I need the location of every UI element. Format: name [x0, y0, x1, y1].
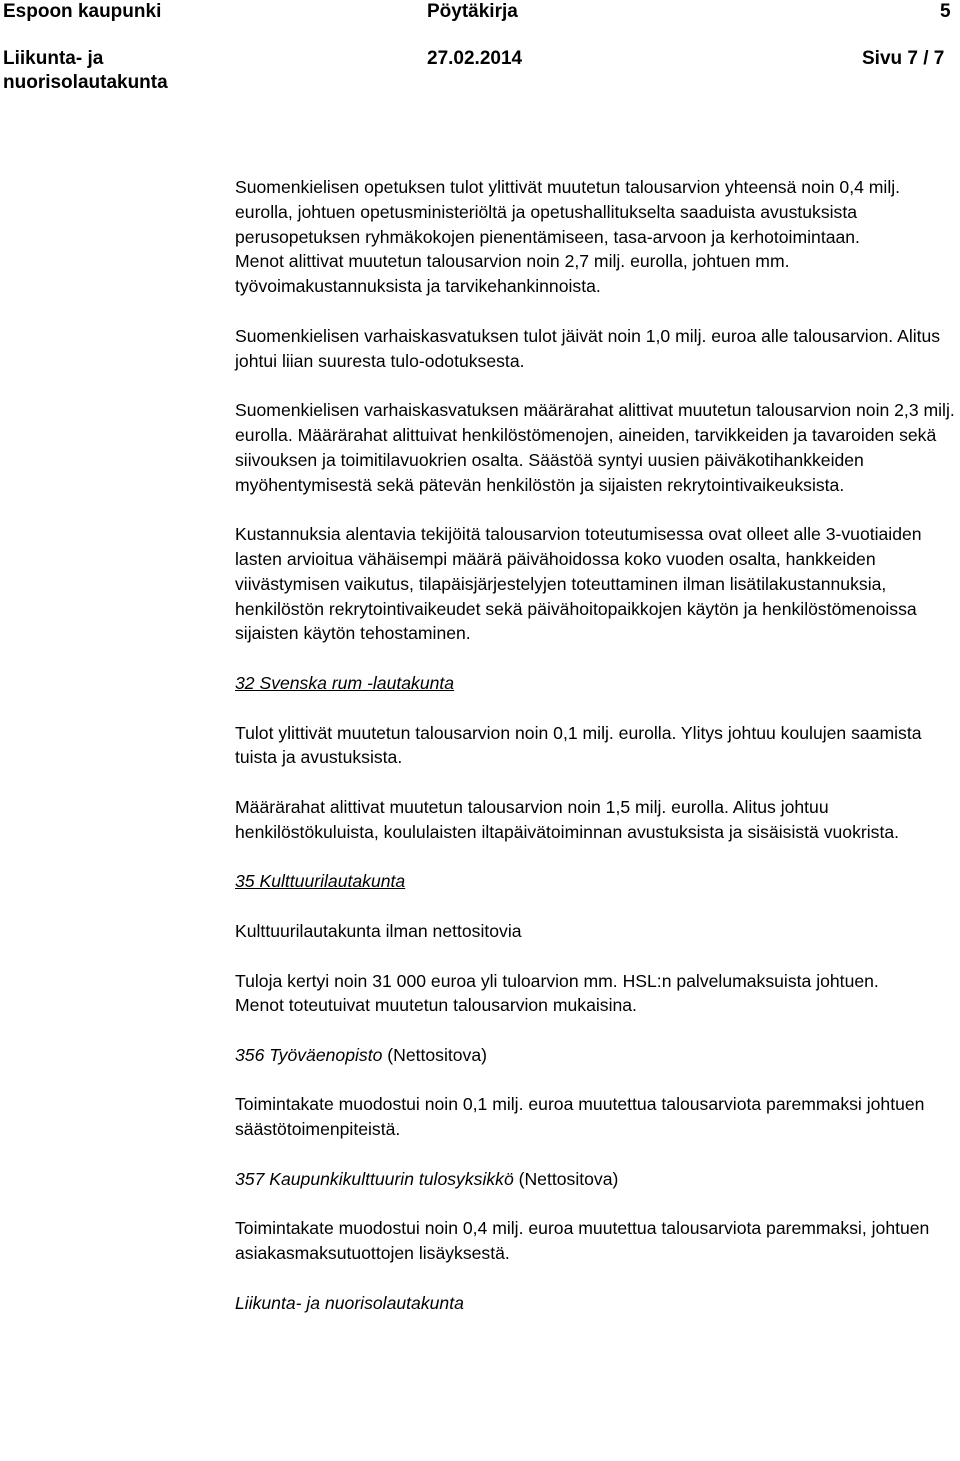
paragraph-opetus-tulot: Suomenkielisen opetuksen tulot ylittivät muutetun talousarvion yhteensä noin 0,4 milj. eurolla, johtuen opetusministeriöltä ja opetushallitukselta saaduista avustuksista perusopetuksen ryhmäkokojen pienentämiseen, tasa-arvoon ja kerhotoimintaan. [235, 177, 901, 247]
header-section-number: 5 [940, 1, 951, 22]
heading-tyovaenopisto-title: 356 Työväenopisto [235, 1044, 383, 1065]
heading-kaupunkikulttuuri [235, 1167, 955, 1192]
heading-kulttuurilautakunta: 35 Kulttuurilautakunta [235, 871, 406, 892]
paragraph-kulttuuri-menot: Menot toteutuivat muutetun talousarvion mukaisina. [235, 995, 637, 1016]
paragraph-kustannukset: Kustannuksia alentavia tekijöitä talousarvion toteutumisessa ovat olleet alle 3-vuotiaiden lasten arvioitua vähäisempi määrä päivähoidossa koko vuoden osalta, hankkeiden viivästymisen vaikutus, tilapäisjärjestelyjen toteuttaminen ilman lisätilakustannuksia, henkilöstön rekrytointivaikeudet sekä päivähoitopaikkojen käytön ja henkilöstömenoissa sijaisten käytön tehostaminen. [235, 524, 922, 644]
paragraph-svenska-maararahat: Määrärahat alittivat muutetun talousarvion noin 1,5 milj. eurolla. Alitus johtuu henkilöstökuluista, koululaisten iltapäivätoiminnan avustuksista ja sisäisistä vuokrista. [235, 796, 900, 842]
paragraph-kulttuuri-tulot: Tuloja kertyi noin 31 000 euroa yli tuloarvion mm. HSL:n palvelumaksuista johtuen. [235, 970, 879, 991]
heading-tyovaenopisto-suffix: (Nettositova) [382, 1044, 487, 1065]
header-document-type: Pöytäkirja [427, 1, 518, 22]
header-page-number: Sivu 7 / 7 [862, 48, 945, 69]
footer-committee-title: Liikunta- ja nuorisolautakunta [235, 1292, 464, 1313]
paragraph-tyovaenopisto-toimintakate: Toimintakate muodostui noin 0,1 milj. euroa muutettua talousarviota paremmaksi johtuen säästötoimenpiteistä. [235, 1094, 925, 1140]
heading-kaupunkikulttuuri-suffix: (Nettositova) [513, 1168, 619, 1189]
header-date: 27.02.2014 [427, 48, 523, 69]
heading-svenska-rum: 32 Svenska rum -lautakunta [235, 672, 455, 693]
header-organization: Espoon kaupunki [3, 1, 162, 22]
paragraph-varhaiskasvatus-maararahat: Suomenkielisen varhaiskasvatuksen määrärahat alittivat muutetun talousarvion noin 2,3 milj. eurolla. Määrärahat alittuivat henkilöstömenojen, aineiden, tarvikkeiden ja tavaroiden sekä siivouksen ja toimitilavuokrien osalta. Säästöä syntyi uusien päiväkotihankkeiden myöhentymisestä sekä pätevän henkilöstön ja sijaisten rekrytointivaikeuksista. [235, 400, 955, 495]
header-committee: Liikunta- ja nuorisolautakunta [3, 48, 168, 93]
paragraph-svenska-tulot: Tulot ylittivät muutetun talousarvion noin 0,1 milj. eurolla. Ylitys johtuu koulujen saamista tuista ja avustuksista. [235, 722, 922, 768]
paragraph-varhaiskasvatus-tulot: Suomenkielisen varhaiskasvatuksen tulot jäivät noin 1,0 milj. euroa alle talousarvion. Alitus johtui liian suuresta tulo-odotuksesta. [235, 325, 941, 371]
paragraph-kulttuuri-nettositovat: Kulttuurilautakunta ilman nettositovia [235, 920, 522, 941]
heading-tyovaenopisto [235, 1043, 955, 1068]
document-body [235, 175, 955, 1316]
paragraph-opetus-menot: Menot alittivat muutetun talousarvion noin 2,7 milj. eurolla, johtuen mm. työvoimakustannuksista ja tarvikehankinnoista. [235, 251, 790, 297]
paragraph-kaupunkikulttuuri-toimintakate: Toimintakate muodostui noin 0,4 milj. euroa muutettua talousarviota paremmaksi, johtuen asiakasmaksutuottojen lisäyksestä. [235, 1218, 930, 1264]
heading-kaupunkikulttuuri-title: 357 Kaupunkikulttuurin tulosyksikkö [235, 1168, 514, 1189]
